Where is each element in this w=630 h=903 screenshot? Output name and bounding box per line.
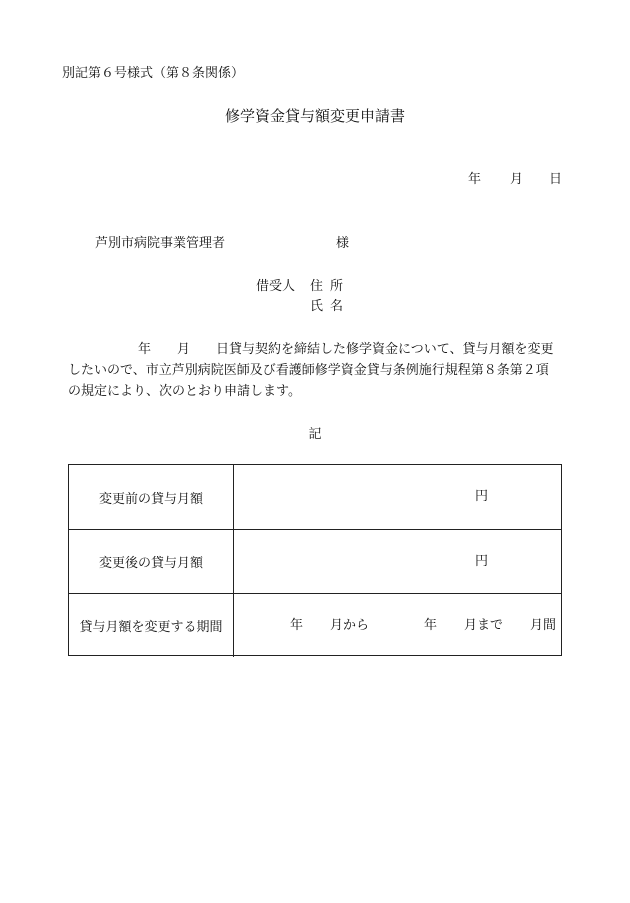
amount-after-cell [234,530,561,593]
address-label: 住所 [310,279,351,294]
form-number-label: 別記第６号様式（第８条関係） [62,66,245,81]
period-start-year: 年 [290,618,304,633]
name-label: 氏名 [310,299,351,314]
yen-unit: 円 [475,554,489,569]
body-text-line-2: したいので、市立芦別病院医師及び看護師修学資金貸与条例施行規程第８条第２項 [68,363,549,378]
row-label-before: 変更前の貸与月額 [69,465,234,529]
date-day-label: 日 [549,172,563,187]
addressee-honorific: 様 [336,236,350,251]
yen-unit: 円 [475,489,489,504]
body-text-line-3: の規定により、次のとおり申請します。 [68,384,301,399]
period-end-year: 年 [424,618,438,633]
body-text-line-1: 年 月 日貸与契約を締結した修学資金について、貸与月額を変更 [138,342,554,357]
row-label-period: 貸与月額を変更する期間 [69,594,234,657]
date-month-label: 月 [510,172,524,187]
ki-heading: 記 [308,427,322,442]
amount-before-cell [234,465,561,529]
period-end-month: 月まで [464,618,504,633]
table-row [69,529,561,593]
period-start-month: 月から [330,618,370,633]
table-row [69,465,561,529]
date-year-label: 年 [468,172,482,187]
borrower-label: 借受人 [256,279,296,294]
period-month-count: 月間 [530,618,557,633]
document-title: 修学資金貸与額変更申請書 [224,107,405,125]
detail-table [68,464,562,656]
period-cell [234,594,561,657]
table-row [69,593,561,657]
addressee-name: 芦別市病院事業管理者 [95,236,226,251]
row-label-after: 変更後の貸与月額 [69,530,234,593]
